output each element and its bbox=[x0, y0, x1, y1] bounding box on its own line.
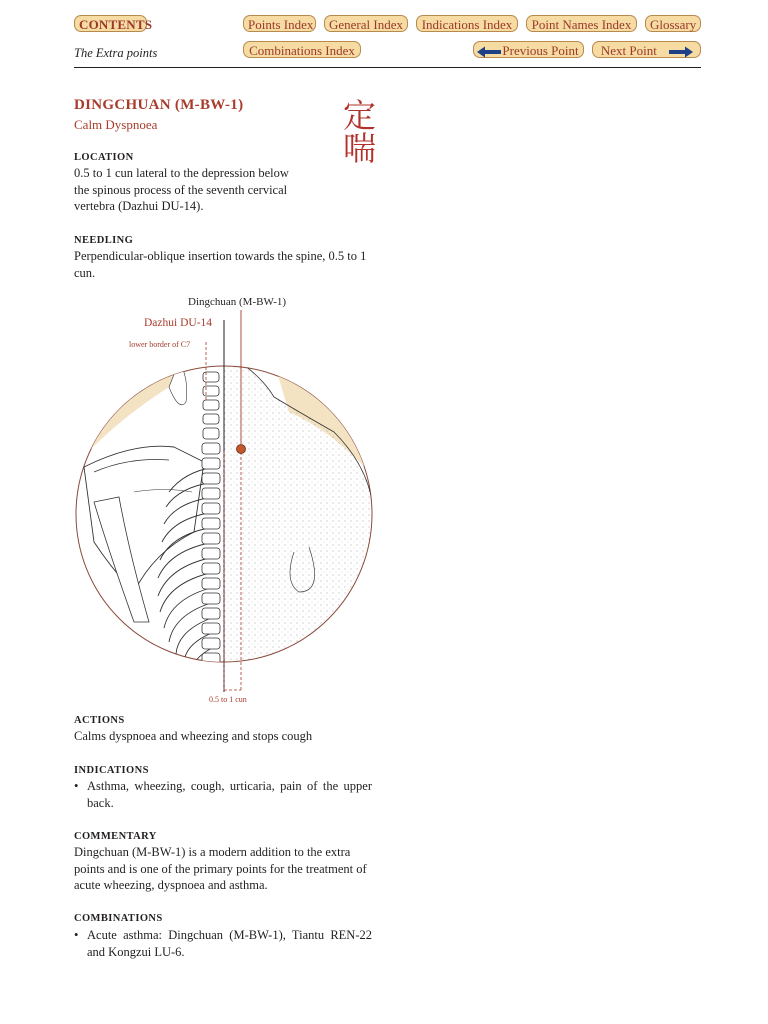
actions-text: Calms dyspnoea and wheezing and stops cough bbox=[74, 729, 313, 743]
label-cun: 0.5 to 1 cun bbox=[209, 695, 247, 704]
indications-heading: INDICATIONS bbox=[74, 765, 149, 776]
back-illustration bbox=[74, 292, 374, 712]
bullet-icon: • bbox=[74, 779, 79, 793]
location-heading: LOCATION bbox=[74, 152, 134, 163]
header-divider bbox=[74, 67, 701, 68]
actions-heading: ACTIONS bbox=[74, 715, 125, 726]
arrow-right-icon bbox=[668, 46, 694, 58]
needling-heading: NEEDLING bbox=[74, 235, 134, 246]
needling-text: Perpendicular-oblique insertion towards the spine, 0.5 to 1 cun. bbox=[74, 249, 367, 280]
combinations-index-button[interactable]: Combinations Index bbox=[243, 41, 361, 58]
location-text: 0.5 to 1 cun lateral to the depression below the spinous process of the seventh cervical vertebra (Dazhui DU-14). bbox=[74, 166, 289, 213]
general-index-button[interactable]: General Index bbox=[324, 15, 408, 32]
combinations-heading: COMBINATIONS bbox=[74, 913, 163, 924]
indications-list-item bbox=[74, 778, 372, 811]
anatomy-figure bbox=[74, 292, 374, 712]
dingchuan-point-marker bbox=[237, 445, 246, 454]
combinations-item-text: Acute asthma: Dingchuan (M-BW-1), Tiantu REN-22 and Kongzui LU-6. bbox=[87, 928, 372, 959]
glossary-button[interactable]: Glossary bbox=[645, 15, 701, 32]
combinations-list-item bbox=[74, 927, 372, 960]
label-c7: lower border of C7 bbox=[129, 340, 191, 349]
commentary-text: Dingchuan (M-BW-1) is a modern addition to the extra points and is one of the primary points for the treatment of acute wheezing, dyspnoea and asthma. bbox=[74, 845, 367, 892]
next-point-label: Next Point bbox=[600, 43, 657, 58]
next-point-button[interactable] bbox=[592, 41, 701, 58]
contents-button[interactable]: CONTENTS bbox=[74, 15, 147, 32]
arrow-left-icon bbox=[476, 46, 502, 58]
point-names-index-button[interactable]: Point Names Index bbox=[526, 15, 637, 32]
bullet-icon: • bbox=[74, 928, 79, 942]
point-title: DINGCHUAN (M-BW-1) bbox=[74, 97, 244, 113]
previous-point-label: Previous Point bbox=[502, 43, 579, 58]
section-name: The Extra points bbox=[74, 46, 158, 60]
point-subtitle: Calm Dyspnoea bbox=[74, 117, 158, 132]
label-dazhui: Dazhui DU-14 bbox=[144, 317, 213, 329]
points-index-button[interactable]: Points Index bbox=[243, 15, 316, 32]
label-dingchuan: Dingchuan (M-BW-1) bbox=[188, 296, 287, 308]
indications-item-text: Asthma, wheezing, cough, urticaria, pain of the upper back. bbox=[87, 779, 372, 810]
indications-index-button[interactable]: Indications Index bbox=[416, 15, 518, 32]
chinese-characters: 定喘 bbox=[338, 98, 377, 164]
commentary-heading: COMMENTARY bbox=[74, 831, 157, 842]
previous-point-button[interactable] bbox=[473, 41, 584, 58]
